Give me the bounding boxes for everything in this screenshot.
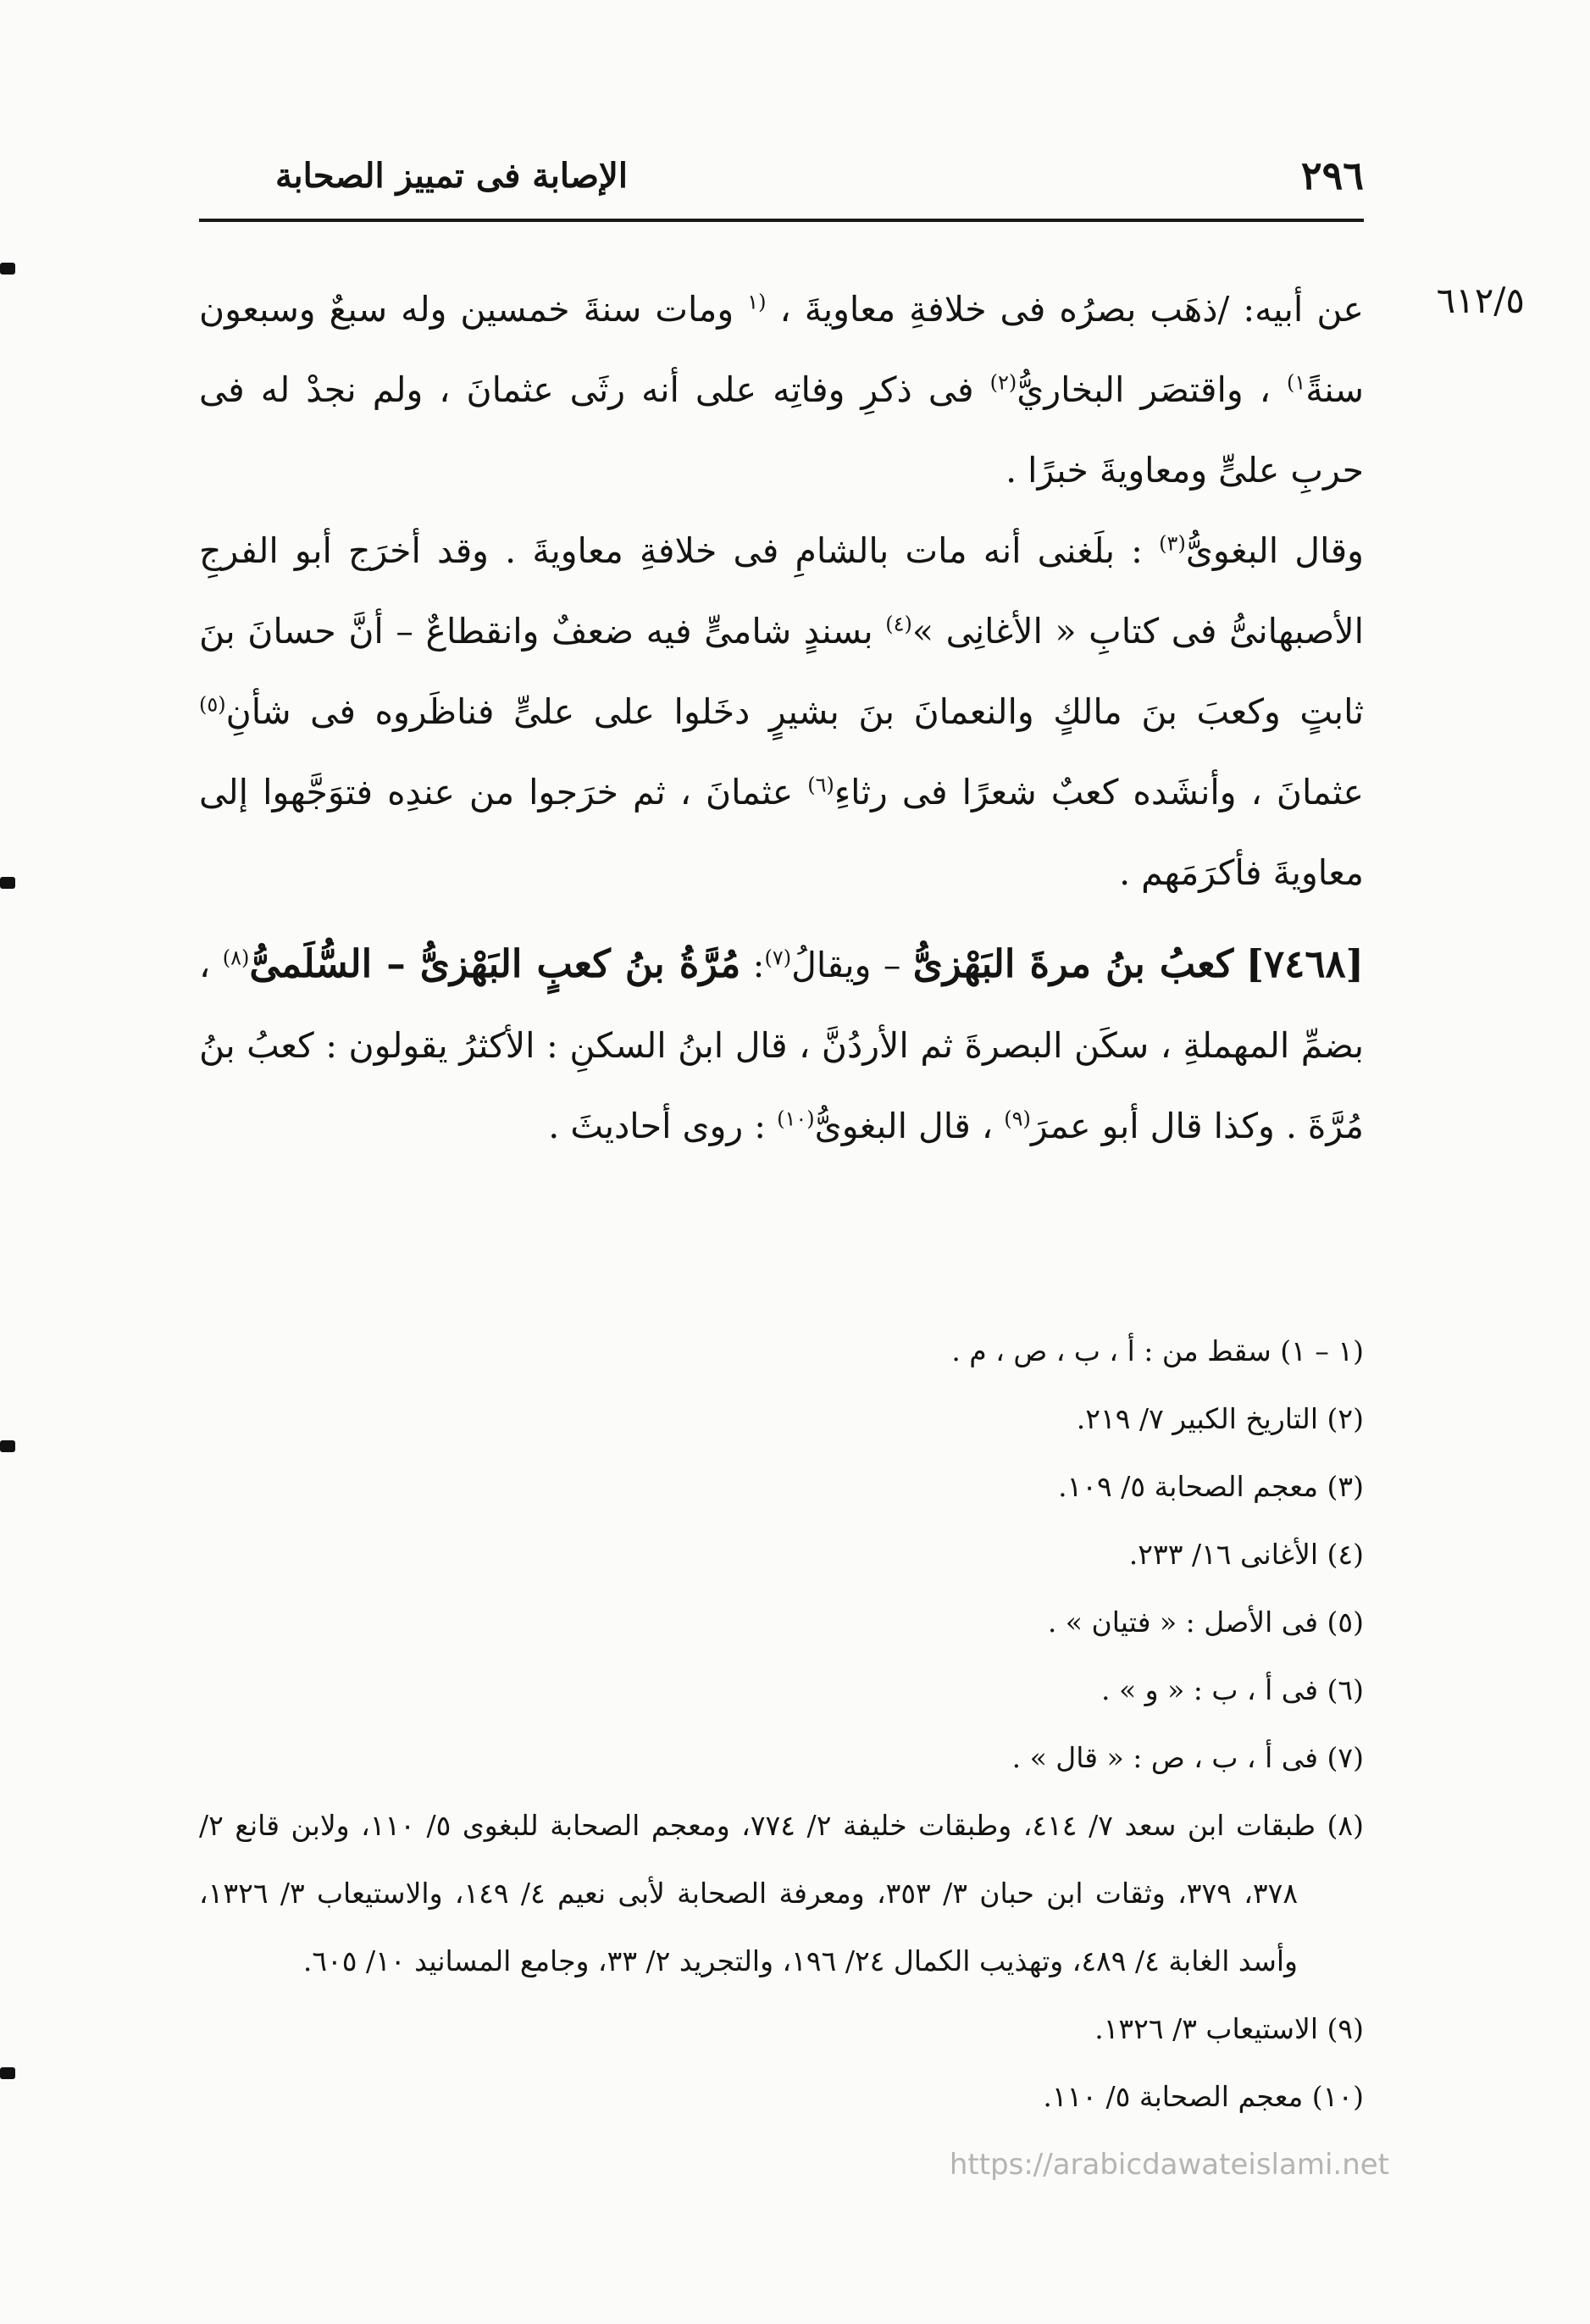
header-rule — [199, 219, 1364, 222]
page-number: ٢٩٦ — [1300, 153, 1364, 198]
footnote-marker: (٢) — [989, 370, 1017, 395]
text-run: ، واقتصَر البخاريُّ — [1017, 369, 1271, 410]
marginal-reference: ٦١٢/٥ — [1436, 280, 1525, 321]
watermark-url: https://arabicdawateislami.net — [949, 2148, 1389, 2182]
text-run: ، قال البغوىُّ — [814, 1106, 994, 1146]
footnote-marker: (٥) — [199, 692, 226, 717]
footnote-1: (١ – ١) سقط من : أ ، ب ، ص ، م . — [951, 1334, 1364, 1367]
text-run: ومات سنةَ خمسين وله سبعٌ وسبعون سنةً — [199, 289, 1364, 410]
text-run: ، بضمِّ المهملةِ ، سكَن البصرةَ ثم الأردُنَّ ، قال ابنُ السكنِ : الأكثرُ يقولون : كعبُ بنُ مُرَّةَ . وكذا قال أبو عمرَ — [199, 945, 1364, 1146]
text-run: فى ذكرِ وفاتِه على أنه رثَى عثمانَ ، ولم نجدْ له فى حربِ علىٍّ ومعاويةَ خبرًا . — [199, 369, 1364, 491]
footnote-10: (١٠) معجم الصحابة ٥/ ١١٠. — [1043, 2080, 1364, 2113]
text-run: : بلَغنى أنه مات بالشامِ فى خلافةِ معاويةَ . وقد أخرَج أبو الفرجِ الأصبهانىُّ فى كتابِ « الأغانِى » — [199, 530, 1364, 652]
text-run: عثمانَ ، وأنشَده كعبٌ شعرًا فى رثاءِ — [834, 772, 1364, 813]
scan-edge-mark — [0, 263, 15, 275]
scan-edge-mark — [0, 2067, 15, 2079]
footnote-marker: (٧) — [764, 946, 792, 970]
footnote-marker: ١) — [1286, 370, 1306, 395]
footnote-4: (٤) الأغانى ١٦/ ٢٣٣. — [1128, 1538, 1364, 1571]
footnote-6: (٦) فى أ ، ب : « و » . — [1101, 1673, 1364, 1706]
text-run: وقال البغوىُّ — [1185, 530, 1364, 571]
footnote-marker: (١٠) — [777, 1107, 815, 1131]
text-run: : روى أحاديثَ . — [548, 1106, 767, 1146]
text-run: – ويقالُ — [791, 945, 901, 985]
text-run: بسندٍ شامىٍّ فيه ضعفٌ وانقطاعٌ – أنَّ حسانَ بنَ ثابتٍ وكعبَ بنَ مالكٍ والنعمانَ بنَ بشيرٍ دخَلوا على علىٍّ فناظَروه فى شأنِ — [199, 611, 1364, 732]
biography-entry — [199, 923, 1364, 1167]
page-header — [199, 146, 1364, 205]
running-title: الإصابة فى تمييز الصحابة — [275, 155, 628, 196]
footnotes — [199, 1317, 1364, 2131]
footnote-7: (٧) فى أ ، ب ، ص : « قال » . — [1011, 1741, 1364, 1774]
footnote-marker: (٣) — [1159, 531, 1186, 556]
footnote-9: (٩) الاستيعاب ٣/ ١٣٢٦. — [1094, 2012, 1364, 2045]
text-run: عن أبيه: /ذهَب بصرُه فى خلافةِ معاويةَ ، — [779, 289, 1365, 330]
footnote-marker: (٩) — [1004, 1107, 1031, 1131]
footnote-marker: (٨) — [222, 946, 250, 970]
scan-edge-mark — [0, 1440, 15, 1452]
main-text — [199, 269, 1364, 1167]
paragraph-2 — [199, 511, 1364, 913]
footnote-3: (٣) معجم الصحابة ٥/ ١٠٩. — [1058, 1470, 1364, 1503]
entry-alt-name: مُرَّةُ بنُ كعبٍ البَهْزىُّ – السُّلَمىُّ — [249, 941, 741, 986]
footnote-5: (٥) فى الأصل : « فتيان » . — [1047, 1606, 1364, 1639]
text-run: : — [752, 945, 765, 985]
footnote-marker: (١ — [747, 290, 767, 314]
footnote-marker: (٦) — [807, 773, 834, 797]
text-run: عثمانَ ، ثم خرَجوا من عندِه فتوَجَّهوا إلى معاويةَ فأكرَمَهم . — [199, 772, 1364, 893]
footnote-2: (٢) التاريخ الكبير ٧/ ٢١٩. — [1076, 1402, 1364, 1435]
entry-name: كعبُ بنُ مرةَ البَهْزىُّ — [912, 941, 1234, 986]
footnote-8: (٨) طبقات ابن سعد ٧/ ٤١٤، وطبقات خليفة ٢/ ٧٧٤، ومعجم الصحابة للبغوى ٥/ ١١٠، ولابن قانع ٢/ ٣٧٨، ٣٧٩، وثقات ابن حبان ٣/ ٣٥٣، ومعرفة الصحابة لأبى نعيم ٤/ ١٤٩، والاستيعاب ٣/ ١٣٢٦، وأسد الغابة ٤/ ٤٨٩، وتهذيب الكمال ٢٤/ ١٩٦، والتجريد ٢/ ٣٣، وجامع المسانيد ١٠/ ٦٠٥. — [199, 1809, 1365, 1977]
footnote-marker: (٤) — [885, 612, 912, 636]
paragraph-1 — [199, 269, 1364, 511]
entry-number: [٧٤٦٨] — [1245, 941, 1364, 986]
scan-edge-mark — [0, 877, 15, 889]
